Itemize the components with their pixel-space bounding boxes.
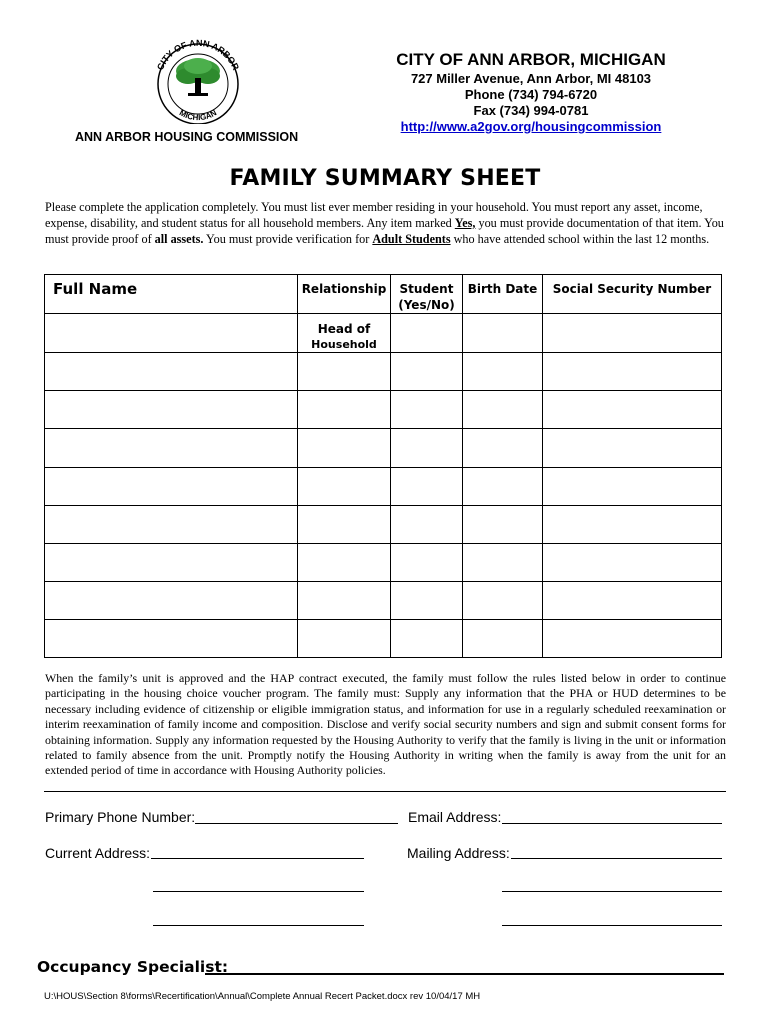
- current-address-label: Current Address:: [45, 845, 151, 861]
- cell-full-name[interactable]: [45, 620, 298, 658]
- col-full-name: Full Name: [45, 275, 298, 314]
- seal-bottom-text: MICHIGAN: [177, 108, 219, 123]
- cell-student[interactable]: [391, 544, 463, 582]
- footer-file-path: U:\HOUS\Section 8\forms\Recertification\Annual\Complete Annual Recert Packet.docx rev 10/04/17 MH: [44, 991, 481, 1002]
- email-label: Email Address:: [408, 809, 502, 825]
- col-student: Student (Yes/No): [391, 275, 463, 314]
- cell-ssn[interactable]: [543, 391, 722, 429]
- family-obligations-text: When the family’s unit is approved and the HAP contract executed, the family must follow the rules listed below in order to continue participating in the housing choice voucher program. The family must: Supply any information that the PHA or HUD determines to be necessary including evidence of citizenship or eligible immigration status, and information for use in a regularly scheduled reexamination or interim reexamination of family income and composition. Disclose and verify social security numbers and sign and submit consent forms for obtaining information. Supply any information requested by the Housing Authority to verify that the family is living in the unit or information related to family absence from the unit. Promptly notify the Housing Authority in writing when the family is away from the unit for an extended period of time in accordance with Housing Authority policies.: [45, 671, 726, 778]
- cell-full-name[interactable]: [45, 468, 298, 506]
- cell-birth-date[interactable]: [463, 582, 543, 620]
- cell-birth-date[interactable]: [463, 506, 543, 544]
- cell-student[interactable]: [391, 468, 463, 506]
- cell-birth-date[interactable]: [463, 620, 543, 658]
- cell-student[interactable]: [391, 582, 463, 620]
- table-row: [45, 506, 722, 544]
- cell-ssn[interactable]: [543, 620, 722, 658]
- cell-birth-date[interactable]: [463, 391, 543, 429]
- page-title: FAMILY SUMMARY SHEET: [229, 166, 541, 191]
- cell-birth-date[interactable]: [463, 429, 543, 468]
- cell-relationship[interactable]: [298, 468, 391, 506]
- cell-birth-date[interactable]: [463, 544, 543, 582]
- mailing-address-label: Mailing Address:: [407, 845, 510, 861]
- cell-student[interactable]: [391, 506, 463, 544]
- seal-top-text: CITY OF ANN ARBOR: [154, 38, 242, 72]
- cell-birth-date[interactable]: [463, 353, 543, 391]
- housing-commission-link[interactable]: http://www.a2gov.org/housingcommission: [400, 119, 662, 134]
- cell-birth-date[interactable]: [463, 468, 543, 506]
- cell-student[interactable]: [391, 391, 463, 429]
- table-row: [45, 391, 722, 429]
- city-phone: Phone (734) 794-6720: [464, 87, 598, 102]
- assets-emphasis: all assets.: [154, 232, 204, 246]
- cell-full-name[interactable]: [45, 582, 298, 620]
- primary-phone-field[interactable]: [195, 823, 398, 824]
- cell-full-name[interactable]: [45, 314, 298, 353]
- cell-relationship[interactable]: [298, 506, 391, 544]
- cell-full-name[interactable]: [45, 429, 298, 468]
- cell-relationship[interactable]: [298, 544, 391, 582]
- cell-relationship-head: Head of Household: [298, 314, 391, 353]
- cell-relationship[interactable]: [298, 429, 391, 468]
- col-ssn: Social Security Number: [543, 275, 722, 314]
- table-row: [45, 314, 722, 353]
- commission-name: ANN ARBOR HOUSING COMMISSION: [75, 130, 299, 144]
- city-address: 727 Miller Avenue, Ann Arbor, MI 48103: [410, 71, 652, 86]
- intro-instructions: Please complete the application completely. You must list ever member residing in your household. You must report any asset, income, expense, disability, and student status for all household members. Any item marked Yes, you must provide documentation of that item. You must provide proof of all assets. You must provide verification for Adult Students who have attended school within the last 12 months.: [45, 200, 724, 246]
- cell-ssn[interactable]: [543, 353, 722, 391]
- city-seal-logo: [150, 38, 246, 124]
- city-fax: Fax (734) 994-0781: [473, 103, 589, 118]
- cell-full-name[interactable]: [45, 353, 298, 391]
- table-row: [45, 468, 722, 506]
- city-name: CITY OF ANN ARBOR, MICHIGAN: [396, 50, 666, 69]
- cell-student[interactable]: [391, 429, 463, 468]
- cell-ssn[interactable]: [543, 506, 722, 544]
- cell-full-name[interactable]: [45, 506, 298, 544]
- cell-full-name[interactable]: [45, 391, 298, 429]
- table-row: [45, 544, 722, 582]
- table-row: [45, 353, 722, 391]
- section-divider: [44, 791, 726, 792]
- table-row: [45, 620, 722, 658]
- current-address-field-line3[interactable]: [153, 925, 364, 926]
- cell-ssn[interactable]: [543, 468, 722, 506]
- current-address-field-line1[interactable]: [151, 858, 364, 859]
- cell-student[interactable]: [391, 314, 463, 353]
- cell-ssn[interactable]: [543, 582, 722, 620]
- table-row: [45, 582, 722, 620]
- cell-relationship[interactable]: [298, 391, 391, 429]
- cell-relationship[interactable]: [298, 353, 391, 391]
- table-header-row: [45, 275, 722, 314]
- occupancy-specialist-label: Occupancy Specialist:: [37, 958, 229, 976]
- cell-student[interactable]: [391, 353, 463, 391]
- cell-relationship[interactable]: [298, 620, 391, 658]
- cell-ssn[interactable]: [543, 429, 722, 468]
- cell-ssn[interactable]: [543, 314, 722, 353]
- cell-full-name[interactable]: [45, 544, 298, 582]
- table-row: [45, 429, 722, 468]
- col-birth-date: Birth Date: [463, 275, 543, 314]
- occupancy-specialist-field[interactable]: [205, 973, 724, 975]
- cell-student[interactable]: [391, 620, 463, 658]
- primary-phone-label: Primary Phone Number:: [45, 809, 196, 825]
- col-relationship: Relationship: [298, 275, 391, 314]
- cell-birth-date[interactable]: [463, 314, 543, 353]
- mailing-address-field-line3[interactable]: [502, 925, 722, 926]
- mailing-address-field-line2[interactable]: [502, 891, 722, 892]
- adult-students-emphasis: Adult Students: [372, 232, 451, 246]
- cell-ssn[interactable]: [543, 544, 722, 582]
- mailing-address-field-line1[interactable]: [511, 858, 722, 859]
- yes-emphasis: Yes,: [454, 216, 476, 230]
- email-field[interactable]: [502, 823, 722, 824]
- current-address-field-line2[interactable]: [153, 891, 364, 892]
- cell-relationship[interactable]: [298, 582, 391, 620]
- family-members-table: [44, 274, 722, 658]
